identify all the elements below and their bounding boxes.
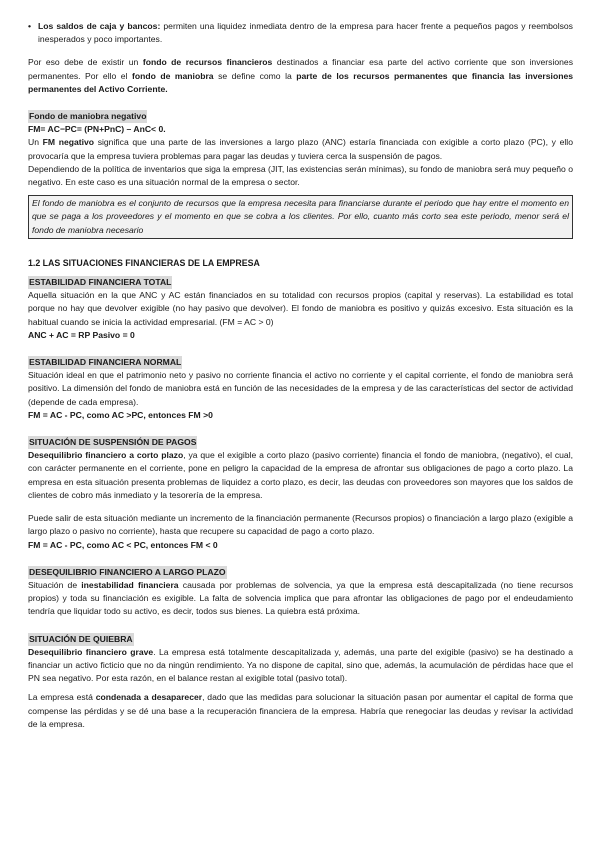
paragraph-suspension-salida: Puede salir de esta situación mediante un incremento de la financiación permanente (Recursos propios) o financiación a largo plazo (exigible a largo plazo o pasivo no corriente), hasta que recupere su capacidad de pago a corto plazo. [28, 513, 573, 537]
formula-estabilidad-normal: FM = AC - PC, como AC >PC, entonces FM >0 [28, 409, 213, 420]
paragraph-estabilidad-normal: Situación ideal en que el patrimonio neto y pasivo no corriente financia el activo no corriente y el capital corriente, el fondo de maniobra será positivo. La dimensión del fondo de maniobra está en función de las necesidades de la empresa y de las características del sector de actividad (depende de cada empresa). [28, 370, 573, 407]
definition-box: El fondo de maniobra es el conjunto de recursos que la empresa necesita para financiarse durante el periodo que hay entre el momento en que se paga a los proveedores y el momento en que se cobra a los clientes. Por ello, cuanto más corto sea este periodo, menor será el fondo de maniobra necesario [28, 195, 573, 239]
bullet-list [28, 20, 573, 46]
paragraph-fm-negativo: Un FM negativo significa que una parte de las inversiones a largo plazo (ANC) estaría financiada con exigible a corto plazo (PC), y ello provocaría que la empresa tuviera problemas para pagar las deudas y tuviera cerca la suspensión de pagos. [28, 137, 573, 161]
paragraph-quiebra: Desequilibrio financiero grave. La empresa está totalmente descapitalizada y, además, una parte del exigible (pasivo) se ha destinado a financiar un activo ficticio que no da ningún rendimiento. Ya no dispone de capital, sino que, además, la acumulación de pérdidas hace que el PN sea negativo. Por esta razón, en el balance restan al exigible total (pasivo total). [28, 646, 573, 684]
heading-suspension-pagos: SITUACIÓN DE SUSPENSIÓN DE PAGOS [28, 436, 197, 449]
heading-fm-negativo: Fondo de maniobra negativo [28, 110, 147, 123]
cash-text: permiten una liquidez inmediata dentro de la empresa para hacer frente a pequeños pagos y reembolsos inesperados y poco importantes. [38, 21, 573, 45]
cash-term: Los saldos de caja y bancos: [38, 21, 161, 31]
paragraph-inventarios: Dependiendo de la política de inventarios que siga la empresa (JIT, las existencias serán mínimas), su fondo de maniobra será muy pequeño o negativo. En este caso es una situación normal de la empresa o sector. [28, 163, 573, 188]
paragraph-suspension-pagos: Desequilibrio financiero a corto plazo, ya que el exigible a corto plazo (pasivo corriente) financia el fondo de maniobra, (negativo), el cual, con carácter permanente en el corriente, pone en peligro la capacidad de la empresa de afrontar sus obligaciones de pago a corto plazo. La empresa en esta situación presenta problemas de liquidez a corto plazo, es decir, las deudas con proveedores son mayores que los saldos de clientes de cobro más inmediato y la tesorería de la empresa. [28, 450, 573, 500]
paragraph-quiebra-desaparecer: La empresa está condenada a desaparecer, dado que las medidas para solucionar la situación pasan por aumentar el capital de forma que compense las pérdidas y se dé una base a la recuperación financiera de la empresa. Habría que renegociar las deudas y revisar la actividad de la empresa. [28, 692, 573, 729]
formula-suspension-pagos: FM = AC - PC, como AC < PC, entonces FM < 0 [28, 539, 218, 550]
formula-estabilidad-total: ANC + AC = RP Pasivo = 0 [28, 329, 135, 340]
paragraph-estabilidad-total: Aquella situación en la que ANC y AC están financiados en su totalidad con recursos propios (capital y reservas). La estabilidad es total porque no hay que devolver exigible (no hay pasivo que devolver). El fondo de maniobra es positivo y quizás excesivo. Esta situación es la habitual cuando se inicia la actividad empresarial. (FM = AC > 0) [28, 290, 573, 327]
heading-estabilidad-normal: ESTABILIDAD FINANCIERA NORMAL [28, 356, 182, 369]
heading-estabilidad-total: ESTABILIDAD FINANCIERA TOTAL [28, 276, 172, 289]
section-title: 1.2 LAS SITUACIONES FINANCIERAS DE LA EMPRESA [28, 257, 260, 268]
heading-quiebra: SITUACIÓN DE QUIEBRA [28, 633, 134, 646]
formula-fm-negativo: FM= AC−PC= (PN+PnC) – AnC< 0. [28, 124, 166, 135]
document-page [28, 20, 573, 731]
intro-paragraph: Por eso debe de existir un fondo de recursos financieros destinados a financiar esa parte del activo corriente que son inversiones permanentes. Por ello el fondo de maniobra se define como la parte de los recursos permanentes que financia las inversiones permanentes del Activo Corriente. [28, 57, 574, 94]
heading-desequilibrio-largo: DESEQUILIBRIO FINANCIERO A LARGO PLAZO [28, 566, 227, 579]
paragraph-desequilibrio-largo: Situación de inestabilidad financiera causada por problemas de solvencia, ya que la empresa está descapitalizada (no tiene recursos propios) y toda su financiación es exigible. La falta de solvencia implica que para afrontar las obligaciones de pago por el endeudamiento tendría que liquidar todo su activo, es decir, todos sus bienes. La quiebra está próxima. [28, 579, 573, 617]
bullet-cash [28, 20, 573, 46]
